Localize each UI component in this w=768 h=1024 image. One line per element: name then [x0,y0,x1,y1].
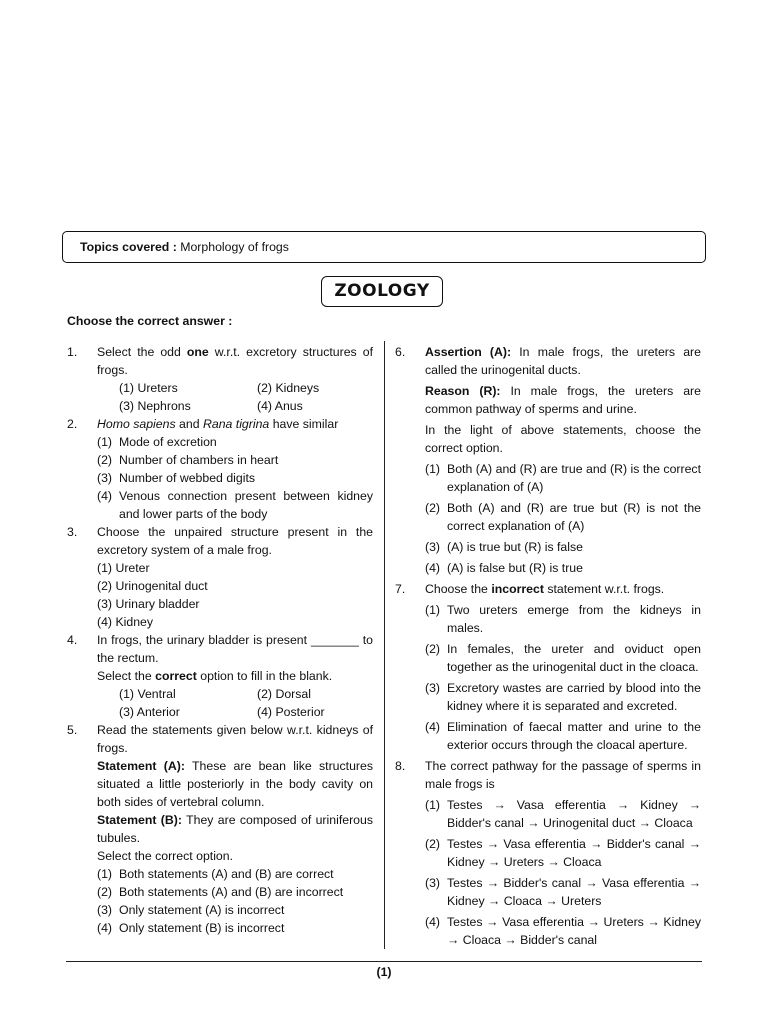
option-3[interactable] [97,469,373,487]
question-stem: The correct pathway for the passage of sperms in male frogs is [425,759,701,791]
reason [425,382,701,418]
option-2[interactable] [97,883,373,901]
footer-rule [66,961,702,962]
stem-part: Choose the [425,582,492,596]
question-number: 4. [67,633,78,647]
option-text: Number of chambers in heart [119,453,279,467]
question-instruction [97,667,373,685]
option-text: Testes → Vasa efferentia → Ureters → Kidney → Cloaca → Bidder's canal [447,915,701,947]
option-3[interactable] [97,901,373,919]
option-tag: (4) [97,921,113,935]
option-tag: (1) [425,798,441,812]
stem-part: Select the odd [97,345,187,359]
option-4[interactable] [425,559,701,577]
option-tag: (2) [97,885,113,899]
option-text: Both (A) and (R) are true but (R) is not the correct explanation of (A) [447,501,701,533]
option-text: Mode of excretion [119,435,217,449]
option-1[interactable] [97,865,373,883]
option-4[interactable] [425,718,701,754]
right-column [395,343,701,949]
option-tag: (4) [425,915,441,929]
stem-emphasis: one [186,345,209,359]
option-tag: (3) [425,876,441,890]
option-tag: (1) [97,435,113,449]
assertion-text: In male frogs, the ureters are called the urinogenital ducts. [425,345,701,377]
option-tag: (1) [425,603,441,617]
question-stem: Read the statements given below w.r.t. kidneys of frogs. [97,723,373,755]
left-column [67,343,373,937]
topics-value: Morphology of frogs [176,240,289,254]
option-4[interactable] [97,487,373,523]
statement-text: These are bean like structures situated a little posteriorly in the body cavity on both sides of vertebral column. [97,759,374,809]
question-8 [395,757,701,949]
option-text: Only statement (B) is incorrect [119,921,285,935]
option-4[interactable] [97,919,373,937]
statement-b [97,811,373,847]
species-name: Rana tigrina [202,417,270,431]
option-4[interactable]: (4) Posterior [257,705,325,719]
question-number: 6. [395,345,406,359]
question-stem: Choose the unpaired structure present in the excretory system of a male frog. [97,525,373,557]
choose-instruction: In the light of above statements, choose the correct option. [425,423,701,455]
option-2[interactable]: (2) Dorsal [257,687,311,701]
option-tag: (3) [425,540,441,554]
option-2[interactable] [425,835,701,871]
options-row [97,703,373,721]
instruction-text: Choose the correct answer : [67,314,233,328]
option-text: Number of webbed digits [119,471,256,485]
options-row [97,685,373,703]
option-tag: (3) [425,681,441,695]
option-text: (A) is false but (R) is true [447,561,583,575]
question-stem: In frogs, the urinary bladder is present _______ to the rectum. [97,633,373,665]
question-number: 3. [67,525,78,539]
option-text: Only statement (A) is incorrect [119,903,285,917]
options-row [97,397,373,415]
question-4 [67,631,373,721]
option-1[interactable]: (1) Ureter [97,561,150,575]
option-text: Testes → Bidder's canal → Vasa efferentia → Kidney → Cloaca → Ureters [447,876,701,908]
assertion [425,343,701,379]
option-text: (A) is true but (R) is false [447,540,583,554]
species-name: Homo sapiens [97,417,176,431]
question-7 [395,580,701,754]
reason-text: In male frogs, the ureters are common pathway of sperms and urine. [425,384,701,416]
question-number: 2. [67,417,78,431]
option-text: Testes → Vasa efferentia → Bidder's canal → Kidney → Ureters → Cloaca [447,837,701,869]
option-3[interactable]: (3) Nephrons [119,399,191,413]
topics-covered-box [62,231,706,263]
option-3[interactable] [425,679,701,715]
stem-part: statement w.r.t. frogs. [543,582,665,596]
option-3[interactable]: (3) Urinary bladder [97,597,200,611]
question-2 [67,415,373,523]
page-number: (1) [376,965,392,979]
stem-part: Select the [97,669,156,683]
statement-text: They are composed of uriniferous tubules. [97,813,374,845]
option-text: Venous connection present between kidney and lower parts of the body [119,489,373,521]
option-text: Both statements (A) and (B) are incorrect [119,885,344,899]
option-2[interactable] [97,451,373,469]
question-stem [97,345,373,377]
question-number: 5. [67,723,78,737]
option-1[interactable] [425,796,701,832]
question-stem [97,417,338,431]
option-1[interactable] [425,601,701,637]
option-1[interactable] [425,460,701,496]
option-text: In females, the ureter and oviduct open together as the urinogenital duct in the cloaca. [447,642,701,674]
option-text: Both (A) and (R) are true and (R) is the correct explanation of (A) [447,462,701,494]
option-tag: (1) [425,462,441,476]
option-tag: (4) [97,489,113,503]
stem-part: w.r.t. excretory structures of frogs. [97,345,373,377]
option-4[interactable]: (4) Anus [257,399,303,413]
stem-part: and [175,417,203,431]
option-2[interactable] [425,499,701,535]
option-1[interactable]: (1) Ventral [119,687,176,701]
option-4[interactable] [425,913,701,949]
question-number: 7. [395,582,406,596]
option-text: Two ureters emerge from the kidneys in males. [447,603,701,635]
option-tag: (3) [97,471,113,485]
question-number: 8. [395,759,406,773]
option-tag: (2) [425,837,441,851]
option-tag: (2) [425,642,441,656]
question-6 [395,343,701,577]
stem-emphasis: incorrect [491,582,544,596]
stem-emphasis: correct [155,669,197,683]
option-2[interactable]: (2) Urinogenital duct [97,579,208,593]
option-1[interactable] [97,433,373,451]
option-tag: (1) [97,867,113,881]
option-3[interactable] [425,874,701,910]
statement-a [97,757,373,811]
option-tag: (3) [97,903,113,917]
options-row [97,379,373,397]
option-4[interactable]: (4) Kidney [97,615,154,629]
option-2[interactable] [425,640,701,676]
question-stem [425,582,664,596]
question-3 [67,523,373,631]
select-instruction: Select the correct option. [97,849,234,863]
topics-label: Topics covered : [80,240,177,254]
question-number: 1. [67,345,78,359]
option-text: Both statements (A) and (B) are correct [119,867,334,881]
option-2[interactable]: (2) Kidneys [257,381,320,395]
column-divider [384,341,385,949]
option-text: Testes → Vasa efferentia → Kidney → Bidder's canal → Urinogenital duct → Cloaca [447,798,701,830]
assertion-label: Assertion (A): [425,345,512,359]
reason-label: Reason (R): [425,384,501,398]
option-tag: (4) [425,720,441,734]
stem-part: option to fill in the blank. [196,669,333,683]
question-5 [67,721,373,937]
option-1[interactable]: (1) Ureters [119,381,178,395]
option-3[interactable]: (3) Anterior [119,705,180,719]
option-text: Elimination of faecal matter and urine to the exterior occurs through the cloacal aperture. [447,720,701,752]
option-tag: (4) [425,561,441,575]
option-text: Excretory wastes are carried by blood into the kidney where it is separated and excreted. [447,681,701,713]
statement-label: Statement (A): [97,759,185,773]
stem-part: have similar [269,417,339,431]
option-tag: (2) [425,501,441,515]
question-1 [67,343,373,415]
option-tag: (2) [97,453,113,467]
statement-label: Statement (B): [97,813,182,827]
subject-heading: ZOOLOGY [321,276,443,307]
option-3[interactable] [425,538,701,556]
